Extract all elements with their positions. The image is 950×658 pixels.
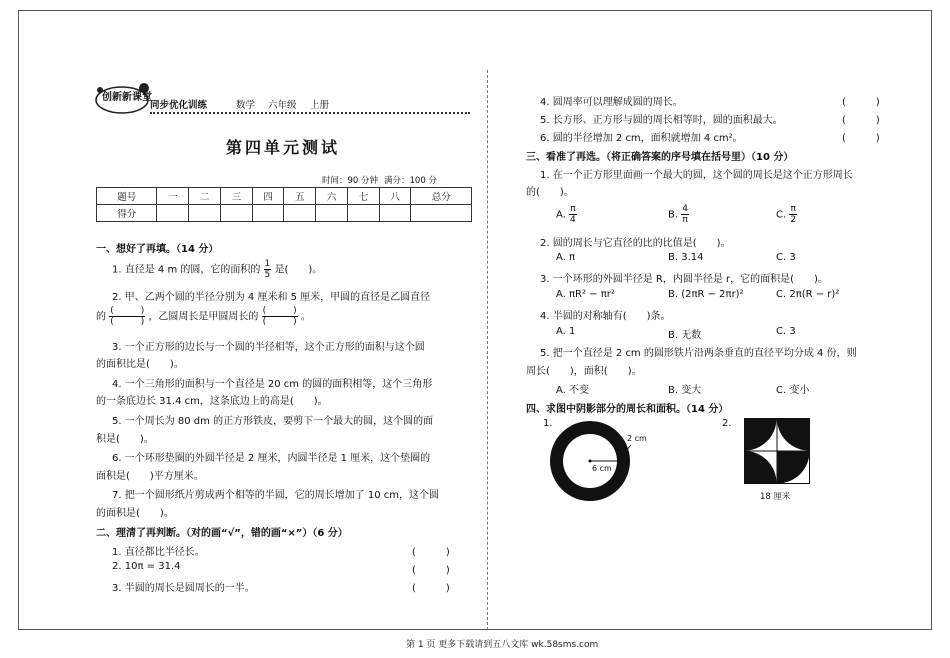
answer-fraction-blank[interactable] (262, 306, 298, 327)
section-2-title: 二、理清了再判断。（对的画“√”，错的画“×”）（6 分） (96, 528, 348, 539)
s3-q5-option-c[interactable]: C. 变小 (776, 385, 810, 396)
s3-question-4: 4. 半圆的对称轴有( )条。 (540, 311, 671, 322)
full-score: 满分：100 分 (384, 176, 437, 186)
s3-question-1-line1: 1. 在一个正方形里面画一个最大的圆，这个圆的周长是这个正方形周长 (540, 170, 853, 181)
s2-question-6: 6. 圆的半径增加 2 cm，面积就增加 4 cm²。 (540, 133, 743, 144)
s1-question-4-line1: 4. 一个三角形的面积与一个直径是 20 cm 的圆的面积相等，这个三角形 (112, 379, 433, 390)
page-title: 第四单元测试 (226, 138, 341, 157)
score-input-cell[interactable] (316, 205, 348, 222)
figure-2-number: 2. (722, 418, 732, 429)
s3-question-5-line1: 5. 把一个直径是 2 cm 的圆形铁片沿两条垂直的直径平均分成 4 份，则 (540, 348, 857, 359)
s2-question-3: 3. 半圆的周长是圆周长的一半。 (112, 583, 255, 594)
s1-question-5-line2: 积是( )。 (96, 434, 154, 445)
option-label: B. (668, 209, 679, 221)
s1-question-7-line1: 7. 把一个圆形纸片剪成两个相等的半圆，它的周长增加了 10 cm，这个圆 (112, 490, 440, 501)
s1-question-6-line1: 6. 一个环形垫圈的外圆半径是 2 厘米，内圆半径是 1 厘米，这个垫圈的 (112, 453, 431, 464)
s3-q2-option-a[interactable]: A. π (556, 252, 576, 263)
s3-q4-option-a[interactable]: A. 1 (556, 326, 576, 337)
shaded-square-figure (744, 418, 810, 484)
s3-q4-option-c[interactable]: C. 3 (776, 326, 796, 337)
answer-blank[interactable]: ( ) (842, 133, 880, 144)
side-length-caption: 18 厘米 (760, 492, 791, 502)
answer-blank[interactable]: ( ) (412, 547, 450, 558)
column-divider (487, 70, 488, 630)
section-1-title: 一、想好了再填。（14 分） (96, 244, 219, 255)
denominator: ( ) (110, 317, 145, 327)
question-text: 1. 直径是 4 m 的圆，它的面积的 (112, 264, 261, 276)
s3-question-2: 2. 圆的周长与它直径的比的比值是( )。 (540, 238, 731, 249)
s3-q2-option-c[interactable]: C. 3 (776, 252, 796, 263)
series-name: 同步优化训练 (150, 100, 208, 111)
s1-question-5-line1: 5. 一个周长为 80 dm 的正方形铁皮，要剪下一个最大的圆，这个圆的面 (112, 416, 434, 427)
table-cell: 五 (284, 188, 316, 205)
table-cell: 三 (220, 188, 252, 205)
score-input-cell[interactable] (220, 205, 252, 222)
numerator: 4 (682, 204, 688, 214)
section-3-title: 三、看准了再选。（将正确答案的序号填在括号里）（10 分） (526, 152, 794, 163)
denominator: 5 (264, 270, 271, 280)
s3-q3-option-b[interactable]: B. (2πR − 2πr)² (668, 289, 744, 300)
header-rule (150, 112, 470, 114)
question-text: 的 (96, 311, 106, 323)
table-cell: 八 (379, 188, 411, 205)
s2-question-4: 4. 圆周率可以理解成圆的周长。 (540, 97, 683, 108)
fraction (264, 259, 272, 280)
option-label: C. (776, 209, 787, 221)
denominator: 2 (790, 215, 797, 225)
table-cell: 四 (252, 188, 284, 205)
question-text: 。 (300, 311, 311, 323)
denominator: ( ) (262, 317, 297, 327)
table-cell: 总分 (411, 188, 472, 205)
inner-radius-label: 6 cm (592, 464, 612, 473)
s1-question-1 (112, 259, 322, 280)
s1-question-4-line2: 的一条底边长 31.4 cm，这条底边上的高是( )。 (96, 396, 328, 407)
numerator: π (790, 204, 796, 214)
score-input-cell[interactable] (157, 205, 189, 222)
logo-text: 创新新课堂 (102, 92, 152, 103)
answer-blank[interactable]: ( ) (412, 565, 450, 576)
s3-q5-option-b[interactable]: B. 变大 (668, 385, 702, 396)
s1-question-6-line2: 面积是( )平方厘米。 (96, 471, 204, 482)
score-table (96, 187, 472, 222)
score-input-cell[interactable] (379, 205, 411, 222)
score-input-cell[interactable] (189, 205, 221, 222)
s3-q1-option-c[interactable] (776, 204, 797, 225)
numerator: π (570, 204, 576, 214)
denominator: 4 (570, 215, 576, 225)
s3-q5-option-a[interactable]: A. 不变 (556, 385, 590, 396)
fraction (569, 204, 577, 225)
s3-q1-option-b[interactable] (668, 204, 689, 225)
numerator: ( ) (110, 306, 145, 316)
s1-question-2-line2 (96, 306, 311, 327)
answer-blank[interactable]: ( ) (842, 97, 880, 108)
table-cell: 七 (347, 188, 379, 205)
time-limit: 时间：90 分钟 (322, 176, 379, 186)
s1-question-7-line2: 的面积是( )。 (96, 508, 174, 519)
s3-question-3: 3. 一个环形的外圆半径是 R，内圆半径是 r，它的面积是( )。 (540, 274, 828, 285)
denominator: π (682, 215, 688, 225)
table-cell: 六 (316, 188, 348, 205)
logo (92, 80, 154, 116)
table-cell: 得分 (97, 205, 157, 222)
section-4-title: 四、求图中阴影部分的周长和面积。（14 分） (526, 404, 729, 415)
page-footer: 第 1 页 更多下载请到五八文库 wk.58sms.com (406, 640, 599, 650)
s2-question-5: 5. 长方形、正方形与圆的周长相等时，圆的面积最大。 (540, 115, 783, 126)
s1-question-3-line1: 3. 一个正方形的边长与一个圆的半径相等，这个正方形的面积与这个圆 (112, 342, 425, 353)
table-cell: 题号 (97, 188, 157, 205)
answer-blank[interactable]: ( ) (412, 583, 450, 594)
fraction (681, 204, 689, 225)
score-input-cell[interactable] (284, 205, 316, 222)
score-input-cell[interactable] (252, 205, 284, 222)
option-label: A. (556, 209, 566, 221)
numerator: 1 (264, 259, 271, 269)
figure-1-number: 1. (543, 418, 553, 429)
grade: 六年级 (268, 100, 297, 111)
question-text: ，乙圆周长是甲圆周长的 (148, 311, 259, 323)
s3-question-1-line2: 的( )。 (526, 187, 574, 198)
s3-q1-option-a[interactable] (556, 204, 577, 225)
s2-question-2: 2. 10π = 31.4 (112, 561, 181, 572)
score-input-cell[interactable] (411, 205, 472, 222)
table-cell: 二 (189, 188, 221, 205)
table-cell: 一 (157, 188, 189, 205)
score-input-cell[interactable] (347, 205, 379, 222)
score-table-header-row (97, 188, 472, 205)
s1-question-3-line2: 的面积比是( )。 (96, 359, 184, 370)
answer-blank[interactable]: ( ) (842, 115, 880, 126)
s3-question-5-line2: 周长( )，面积( )。 (526, 366, 642, 377)
question-text: 是( )。 (274, 264, 323, 276)
s3-q2-option-b[interactable]: B. 3.14 (668, 252, 704, 263)
s3-q3-option-c[interactable]: C. 2π(R − r)² (776, 289, 840, 300)
s1-question-2-line1: 2. 甲、乙两个圆的半径分别为 4 厘米和 5 厘米，甲圆的直径是乙圆直径 (112, 292, 431, 303)
subject: 数学 (236, 100, 256, 111)
answer-fraction-blank[interactable] (109, 306, 145, 327)
ring-width-label: 2 cm (627, 434, 647, 443)
s2-question-1: 1. 直径都比半径长。 (112, 547, 205, 558)
s3-q4-option-b[interactable]: B. 无数 (668, 330, 702, 341)
numerator: ( ) (262, 306, 297, 316)
score-table-score-row (97, 205, 472, 222)
volume: 上册 (310, 100, 330, 111)
fraction (789, 204, 797, 225)
s3-q3-option-a[interactable]: A. πR² − πr² (556, 289, 615, 300)
